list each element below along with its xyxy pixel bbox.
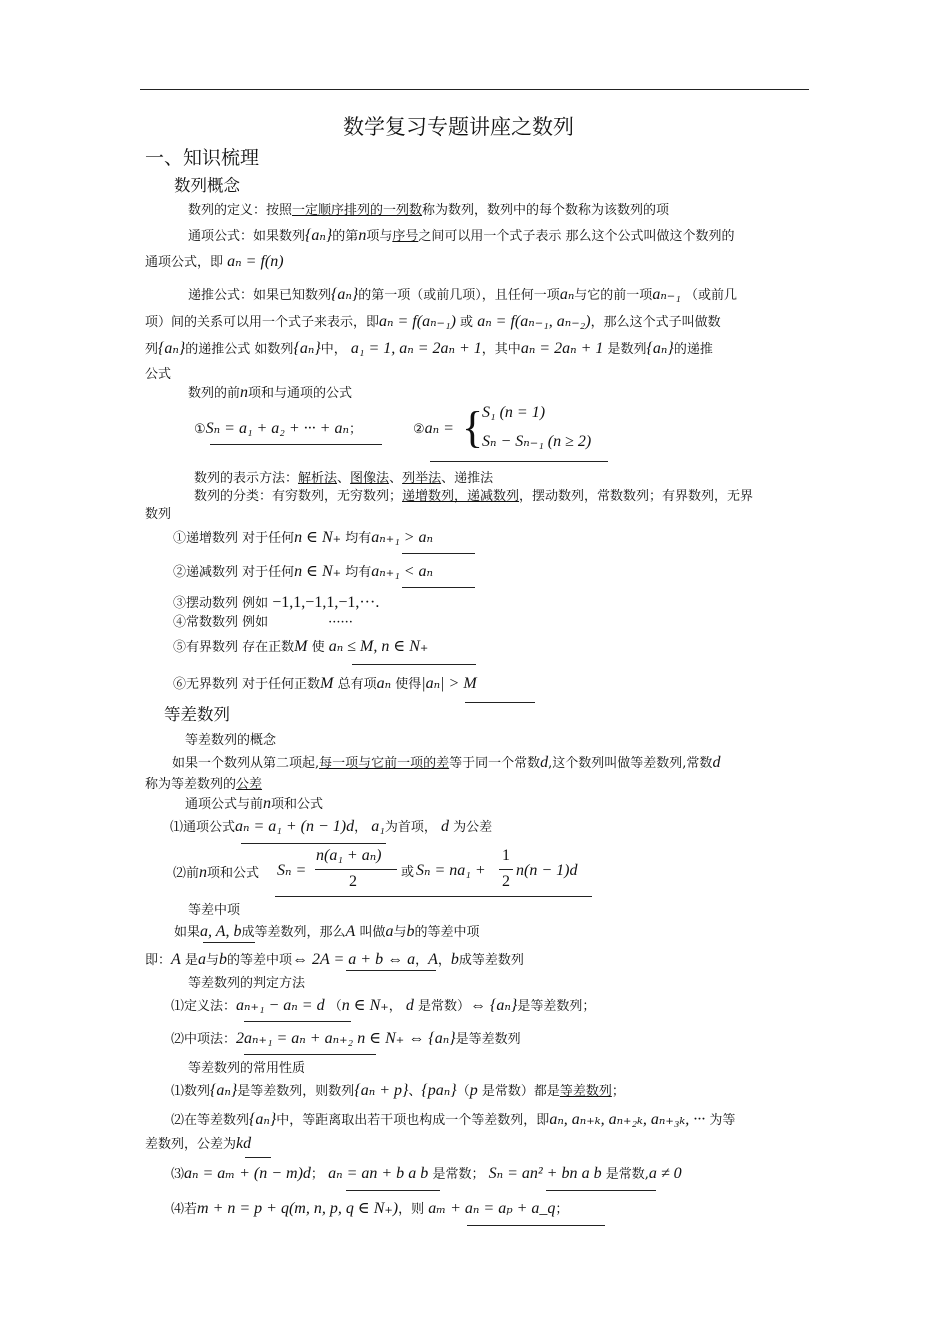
math: {aₙ + p} <box>354 1082 409 1099</box>
general-term-paragraph <box>188 227 734 246</box>
text: 成等差数列，那么 <box>241 925 346 940</box>
math: ⇔ {aₙ} <box>470 997 518 1014</box>
text: 的等差中项 <box>414 925 480 940</box>
text: ，则 <box>398 1202 425 1217</box>
math: aₘ + aₙ = aₚ + a_q <box>428 1200 556 1217</box>
judge-definition <box>171 997 595 1016</box>
text: ，那么这个式子叫做数 <box>590 315 721 330</box>
text: ② <box>413 422 425 437</box>
general-term-formula <box>145 253 284 272</box>
text: 的等差中项 <box>226 953 292 968</box>
math: {aₙ} <box>158 340 186 357</box>
math: b <box>218 951 227 968</box>
math: M <box>320 675 334 692</box>
property-3 <box>171 1165 682 1184</box>
math: {aₙ} <box>210 1082 238 1099</box>
arith-sum-label <box>173 864 259 883</box>
math: aₙ = a₁ + (n − 1)d <box>235 818 355 835</box>
text: ① <box>194 422 206 437</box>
text: 的第一项（或前几项），且任何一项 <box>358 288 560 303</box>
subsection-heading: 等差数列 <box>164 705 230 724</box>
text: 使 <box>311 640 325 655</box>
arith-mean-heading: 等差中项 <box>188 903 241 918</box>
math: ⇔ 2A = a + b ⇔ a <box>291 951 416 968</box>
sequence-definition <box>188 202 669 220</box>
formula-underline <box>546 1190 656 1191</box>
math: A <box>345 923 356 940</box>
formula-underline <box>467 1225 605 1226</box>
math: aₙ = <box>424 420 454 437</box>
text: 差数列，公差为 <box>145 1137 237 1152</box>
math: aₙ = f(n) <box>227 253 284 270</box>
text: ，其中 <box>481 342 521 357</box>
math: aₙ₊₁ > aₙ <box>371 529 434 546</box>
text: 项）间的关系可以用一个式子来表示，即 <box>145 315 380 330</box>
text: ⑵前 <box>173 866 200 881</box>
text: 是数列 <box>607 342 647 357</box>
text: ⑤有界数列 存在正数 <box>173 640 295 655</box>
text-underlined: 解析法 <box>298 471 338 486</box>
arith-mean-equiv <box>145 951 524 970</box>
arith-sum-alt: Sₙ = na₁ + <box>416 862 486 879</box>
text: 与它的前一项 <box>574 288 653 303</box>
formula-underline <box>245 1157 271 1158</box>
text: ④常数数列 例如 <box>173 615 269 630</box>
math: aₙ = aₘ + (n − m)d <box>184 1165 311 1182</box>
text: ； <box>348 422 362 437</box>
class-constant <box>173 614 353 632</box>
sum-formula-2-lhs <box>413 420 454 439</box>
text: 称为数列，数列中的每个数称为该数列的项 <box>422 203 670 218</box>
text: 之间可以用一个式子表示 那么这个公式叫做这个数列的 <box>418 229 735 244</box>
text: 中，等距离取出若干项也构成一个等差数列，即 <box>276 1113 550 1128</box>
text: ⑵在等差数列 <box>171 1113 250 1128</box>
recursive-paragraph-1: 递推公式：如果已知数列{aₙ}的第一项（或前几项），且任何一项aₙ与它的前一项aₙ₋₁ （或前几 <box>188 286 737 303</box>
text-underlined: 公差 <box>236 777 263 792</box>
math: M <box>294 638 308 655</box>
property-4 <box>171 1200 568 1219</box>
text: ①递增数列 对于任何 <box>173 531 295 546</box>
math: aₙ = an + b <box>328 1165 405 1182</box>
text: ，摆动数列，常数数列；有界数列，无界 <box>519 489 754 504</box>
section-heading: 一、知识梳理 <box>145 147 260 169</box>
text-underlined: 序号 <box>392 229 419 244</box>
text-underlined: 一定顺序排列的一列数 <box>292 203 423 218</box>
class-bounded <box>173 638 428 657</box>
text: 均有 <box>345 565 372 580</box>
formula-underline <box>210 444 382 445</box>
text: ⑶ <box>171 1167 185 1182</box>
text: 通项公式，即 <box>145 255 224 270</box>
math: a b <box>581 1165 602 1182</box>
formula-underline <box>241 843 386 844</box>
math: a <box>197 951 206 968</box>
text: 称为等差数列的 <box>145 777 237 792</box>
text: 总有项 <box>337 677 377 692</box>
text: 数列的表示方法： <box>194 471 299 486</box>
text-underlined: 递增数列，递减数列 <box>402 489 520 504</box>
text: 是等差数列； <box>517 999 596 1014</box>
text: 数列的前 <box>188 386 241 401</box>
sum-formula-1 <box>194 420 362 439</box>
text: 通项公式：如果数列 <box>188 229 306 244</box>
math: ⇔ {aₙ} <box>408 1030 456 1047</box>
properties-heading: 等差数列的常用性质 <box>188 1061 306 1076</box>
arith-formula-heading <box>185 795 323 814</box>
math: d <box>440 818 449 835</box>
text: 为首项， <box>384 820 437 835</box>
formula-underline <box>244 1054 376 1055</box>
math: a, A, b <box>200 923 242 940</box>
text: 为等 <box>709 1113 736 1128</box>
recursive-paragraph-2 <box>145 313 721 332</box>
text: 是常数, <box>605 1167 649 1182</box>
text: 的第 <box>332 229 359 244</box>
text: 为公差 <box>453 820 493 835</box>
arith-mean-def <box>174 923 479 942</box>
arith-sum-denominator: 2 <box>349 873 357 890</box>
formula-underline <box>346 1190 440 1191</box>
text: ， <box>354 820 368 835</box>
text: 项和公式 <box>207 866 260 881</box>
text: ， <box>388 999 402 1014</box>
math: m + n = p + q(m, n, p, q ∈ N₊) <box>197 1200 399 1217</box>
text: ⑴数列 <box>171 1084 211 1099</box>
text: ⑴定义法： <box>171 999 237 1014</box>
text: ， <box>415 953 429 968</box>
text-underlined: 每一项与它前一项的差 <box>319 756 450 771</box>
math: aₙ ≤ M, n ∈ N₊ <box>328 638 429 655</box>
sum-heading: 数列的前n项和与通项的公式 <box>188 384 353 401</box>
top-rule <box>140 89 809 90</box>
arith-definition <box>172 754 720 773</box>
math: A <box>171 951 181 968</box>
fraction-bar <box>499 869 513 870</box>
recursive-paragraph-3 <box>145 340 713 359</box>
class-decreasing <box>173 563 433 582</box>
text-underlined: 列举法 <box>402 471 442 486</box>
math: n ∈ N₊ <box>294 529 342 546</box>
property-2 <box>171 1111 735 1130</box>
arith-sum-numerator: n(a₁ + aₙ) <box>316 847 382 864</box>
math: kd <box>236 1135 252 1152</box>
text: 的递推公式 如数列 <box>185 342 294 357</box>
text: ⑵中项法： <box>171 1032 237 1047</box>
math: d <box>405 997 414 1014</box>
class-unbounded <box>173 675 477 694</box>
text: 是常数） <box>418 999 471 1014</box>
text: 是等差数列 <box>455 1032 521 1047</box>
recursive-paragraph-4: 公式 <box>145 367 172 382</box>
math: d <box>712 754 721 771</box>
math: Sₙ = an² + bn <box>488 1165 578 1182</box>
text: （ <box>456 1084 470 1099</box>
formula-underline <box>244 1021 351 1022</box>
formula-underline <box>275 896 592 897</box>
math: a <box>385 923 394 940</box>
math: aₙ₊₁ − aₙ = d <box>236 997 325 1014</box>
text: 如果一个数列从第二项起, <box>172 756 320 771</box>
math: |aₙ| > M <box>421 675 477 692</box>
text: ⑴通项公式 <box>170 820 236 835</box>
text: 中， <box>320 342 347 357</box>
fraction-bar <box>315 869 397 870</box>
text: 是常数）都是 <box>481 1084 560 1099</box>
property-2-cont <box>145 1135 251 1154</box>
arith-general-term <box>170 818 492 837</box>
math: b <box>450 951 459 968</box>
math: {aₙ} <box>305 227 333 244</box>
text: ,这个数列叫做等差数列,常数 <box>548 756 713 771</box>
text: 或 <box>401 865 415 880</box>
text-underlined: 等差数列 <box>559 1084 612 1099</box>
formula-underline <box>402 553 475 554</box>
judge-heading: 等差数列的判定方法 <box>188 976 306 991</box>
arith-concept-heading: 等差数列的概念 <box>185 733 277 748</box>
text: 项和与通项的公式 <box>248 386 353 401</box>
math: {aₙ} <box>331 286 359 303</box>
math: d <box>540 754 549 771</box>
text: ； <box>555 1202 569 1217</box>
math: aₙ = f(aₙ₋₁) <box>379 313 456 330</box>
math: aₙ₊₁ < aₙ <box>371 563 434 580</box>
property-1 <box>171 1082 625 1101</box>
math: n <box>199 864 208 881</box>
math: {paₙ} <box>421 1082 457 1099</box>
formula-underline <box>203 942 255 943</box>
text: ③摆动数列 例如 <box>173 596 269 611</box>
math: aₙ = 2aₙ + 1 <box>520 340 604 357</box>
arith-definition-cont <box>145 776 262 794</box>
formula-underline <box>352 664 476 665</box>
text: ②递减数列 对于任何 <box>173 565 295 580</box>
class-increasing <box>173 529 433 548</box>
subsection-heading: 数列概念 <box>174 176 240 195</box>
math: n ∈ N₊ <box>341 997 389 1014</box>
arith-sum-lhs: Sₙ = <box>277 862 307 879</box>
math: {aₙ} <box>249 1111 277 1128</box>
math: a₁ = 1, aₙ = 2aₙ + 1 <box>350 340 482 357</box>
judge-middle-term <box>171 1030 521 1049</box>
math: b <box>406 923 415 940</box>
text: ， <box>437 953 451 968</box>
text: 的递推 <box>673 342 713 357</box>
classification-cont: 数列 <box>145 507 172 522</box>
text-underlined: 图像法 <box>350 471 390 486</box>
text: 数列的分类：有穷数列，无穷数列； <box>194 489 403 504</box>
math: n ∈ N₊ <box>357 1030 405 1047</box>
math: A <box>428 951 438 968</box>
text: 叫做 <box>359 925 386 940</box>
math: a ≠ 0 <box>648 1165 682 1182</box>
text: 是 <box>184 953 198 968</box>
math: 2aₙ₊₁ = aₙ + aₙ₊₂ <box>236 1030 354 1047</box>
text: 即： <box>145 953 172 968</box>
math: {aₙ} <box>646 340 674 357</box>
text: ⑷若 <box>171 1202 198 1217</box>
math: n <box>263 795 272 812</box>
text: ······ <box>328 615 353 630</box>
text: 与 <box>393 925 407 940</box>
arith-sum-alt-tail: n(n − 1)d <box>516 862 578 879</box>
math: a b <box>408 1165 429 1182</box>
math: n ∈ N₊ <box>294 563 342 580</box>
text: 与 <box>205 953 219 968</box>
math: aₙ = f(aₙ₋₁, aₙ₋₂) <box>477 313 591 330</box>
text: 、递推法 <box>441 471 494 486</box>
text: ； <box>611 1084 625 1099</box>
text: 项与 <box>366 229 393 244</box>
sum-formula-2-case-2: Sₙ − Sₙ₋₁ (n ≥ 2) <box>482 433 592 450</box>
math: a₁ <box>371 818 385 835</box>
text: 递推公式：如果已知数列 <box>188 288 332 303</box>
text: 数列的定义：按照 <box>188 203 293 218</box>
formula-underline <box>346 970 436 971</box>
text: 是等差数列，则数列 <box>237 1084 355 1099</box>
brace: { <box>462 403 484 452</box>
page-title: 数学复习专题讲座之数列 <box>343 115 574 139</box>
representation-methods <box>194 470 493 488</box>
text: 或 <box>460 315 474 330</box>
text: ； <box>310 1167 324 1182</box>
fraction-numerator: 1 <box>502 847 510 864</box>
math: {aₙ} <box>293 340 321 357</box>
math: p <box>469 1082 478 1099</box>
sum-formula-2-case-1: S₁ (n = 1) <box>482 404 546 421</box>
math: n <box>358 227 367 244</box>
text: 、 <box>389 471 403 486</box>
text: （或前几 <box>684 288 737 303</box>
formula-underline <box>465 702 535 703</box>
text: 等于同一个常数 <box>449 756 541 771</box>
text: （ <box>328 999 342 1014</box>
text: 、 <box>408 1084 422 1099</box>
text: 成等差数列 <box>458 953 524 968</box>
text: 、 <box>337 471 351 486</box>
math: −1,1,−1,1,−1,···. <box>272 594 380 611</box>
text: 如果 <box>174 925 201 940</box>
fraction-denominator: 2 <box>502 873 510 890</box>
class-oscillating <box>173 594 379 613</box>
math: aₙ <box>376 675 392 692</box>
formula-underline <box>430 461 608 462</box>
text: 项和公式 <box>271 797 324 812</box>
text: 使得 <box>395 677 422 692</box>
text: 列 <box>145 342 159 357</box>
text: 均有 <box>345 531 372 546</box>
text: ⑥无界数列 对于任何正数 <box>173 677 321 692</box>
classification <box>194 488 753 506</box>
text: 是常数； <box>432 1167 485 1182</box>
text: 通项公式与前 <box>185 797 264 812</box>
formula-underline <box>402 587 475 588</box>
math: aₙ, aₙ₊ₖ, aₙ₊₂ₖ, aₙ₊₃ₖ, ··· <box>549 1111 706 1128</box>
math: Sₙ = a₁ + a₂ + ··· + aₙ <box>205 420 349 437</box>
